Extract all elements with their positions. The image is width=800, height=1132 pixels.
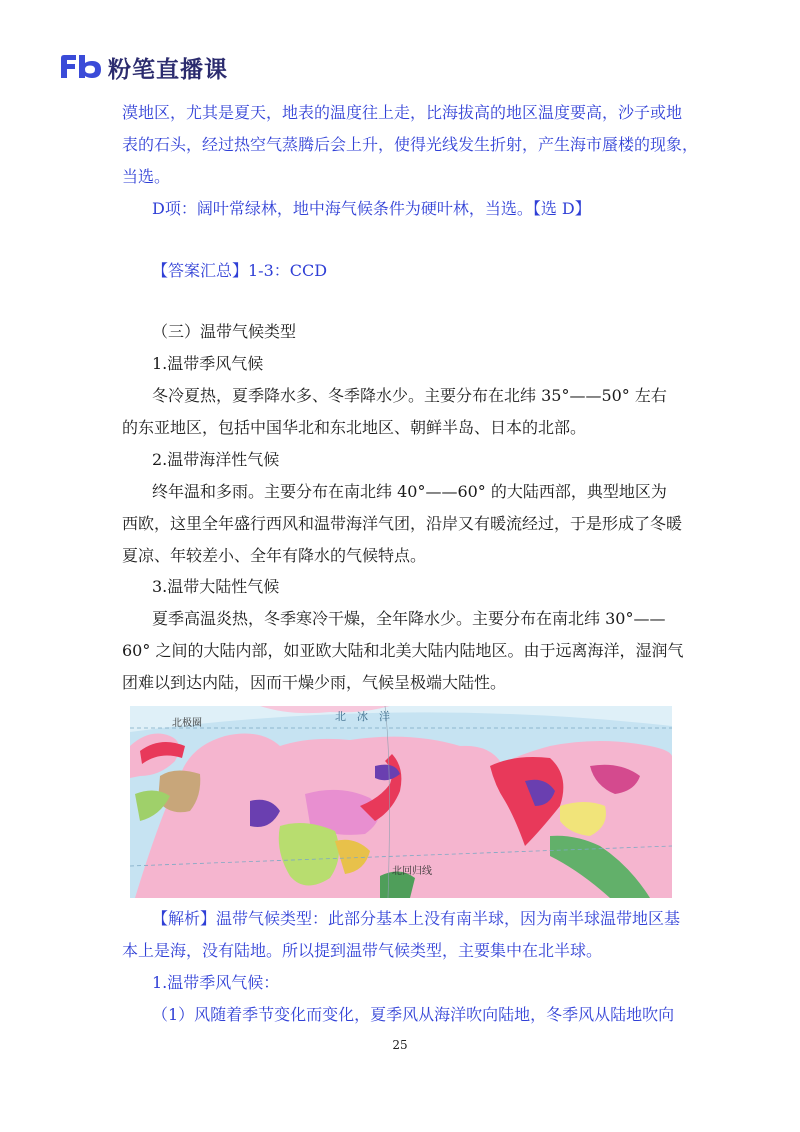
p1-line1: 漠地区，尤其是夏天，地表的温度往上走，比海拔高的地区温度要高，沙子或地 — [122, 103, 683, 122]
s3-line1: 夏季高温炎热，冬季寒冷干燥，全年降水少。主要分布在南北纬 30°—— — [152, 609, 666, 628]
brand-logo — [58, 50, 228, 84]
climate-map — [130, 706, 672, 898]
label-arctic-ocean: 北 冰 洋 — [335, 710, 390, 723]
analysis-line3: （1）风随着季节变化而变化，夏季风从海洋吹向陆地，冬季风从陆地吹向 — [152, 1005, 675, 1024]
s2-line2: 西欧，这里全年盛行西风和温带海洋气团，沿岸又有暖流经过，于是形成了冬暖 — [122, 514, 683, 533]
label-tropic-cancer: 北回归线 — [392, 866, 432, 877]
logo-text: 粉笔直播课 — [108, 56, 228, 83]
s3-line3: 团难以到达内陆，因而干燥少雨，气候呈极端大陆性。 — [122, 673, 507, 692]
answer-summary: 【答案汇总】1-3：CCD — [152, 261, 328, 280]
page-number: 25 — [392, 1038, 408, 1052]
s1-line1: 冬冷夏热，夏季降水多、冬季降水少。主要分布在北纬 35°——50° 左右 — [152, 386, 667, 405]
p1-line2: 表的石头，经过热空气蒸腾后会上升，使得光线发生折射，产生海市蜃楼的现象， — [122, 135, 699, 154]
s3-line2: 60° 之间的大陆内部，如亚欧大陆和北美大陆内陆地区。由于远离海洋，湿润气 — [122, 641, 684, 660]
s2-line3: 夏凉、年较差小、全年有降水的气候特点。 — [122, 546, 427, 565]
s3-title: 3.温带大陆性气候 — [152, 577, 280, 596]
analysis-line1: 【解析】温带气候类型：此部分基本上没有南半球，因为南半球温带地区基 — [152, 909, 681, 928]
analysis-line2: 本上是海，没有陆地。所以提到温带气候类型，主要集中在北半球。 — [122, 941, 603, 960]
fb-logo-icon — [58, 52, 104, 82]
analysis-title: 1.温带季风气候： — [152, 973, 280, 992]
section-title: （三）温带气候类型 — [152, 322, 297, 341]
s2-title: 2.温带海洋性气候 — [152, 450, 280, 469]
s1-line2: 的东亚地区，包括中国华北和东北地区、朝鲜半岛、日本的北部。 — [122, 418, 587, 437]
option-d-text: D项：阔叶常绿林，地中海气候条件为硬叶林，当选。【选 D】 — [152, 199, 591, 218]
s1-title: 1.温带季风气候 — [152, 354, 264, 373]
label-arctic-circle: 北极圈 — [172, 718, 202, 729]
p1-line3: 当选。 — [122, 167, 171, 186]
s2-line1: 终年温和多雨。主要分布在南北纬 40°——60° 的大陆西部，典型地区为 — [152, 482, 667, 501]
